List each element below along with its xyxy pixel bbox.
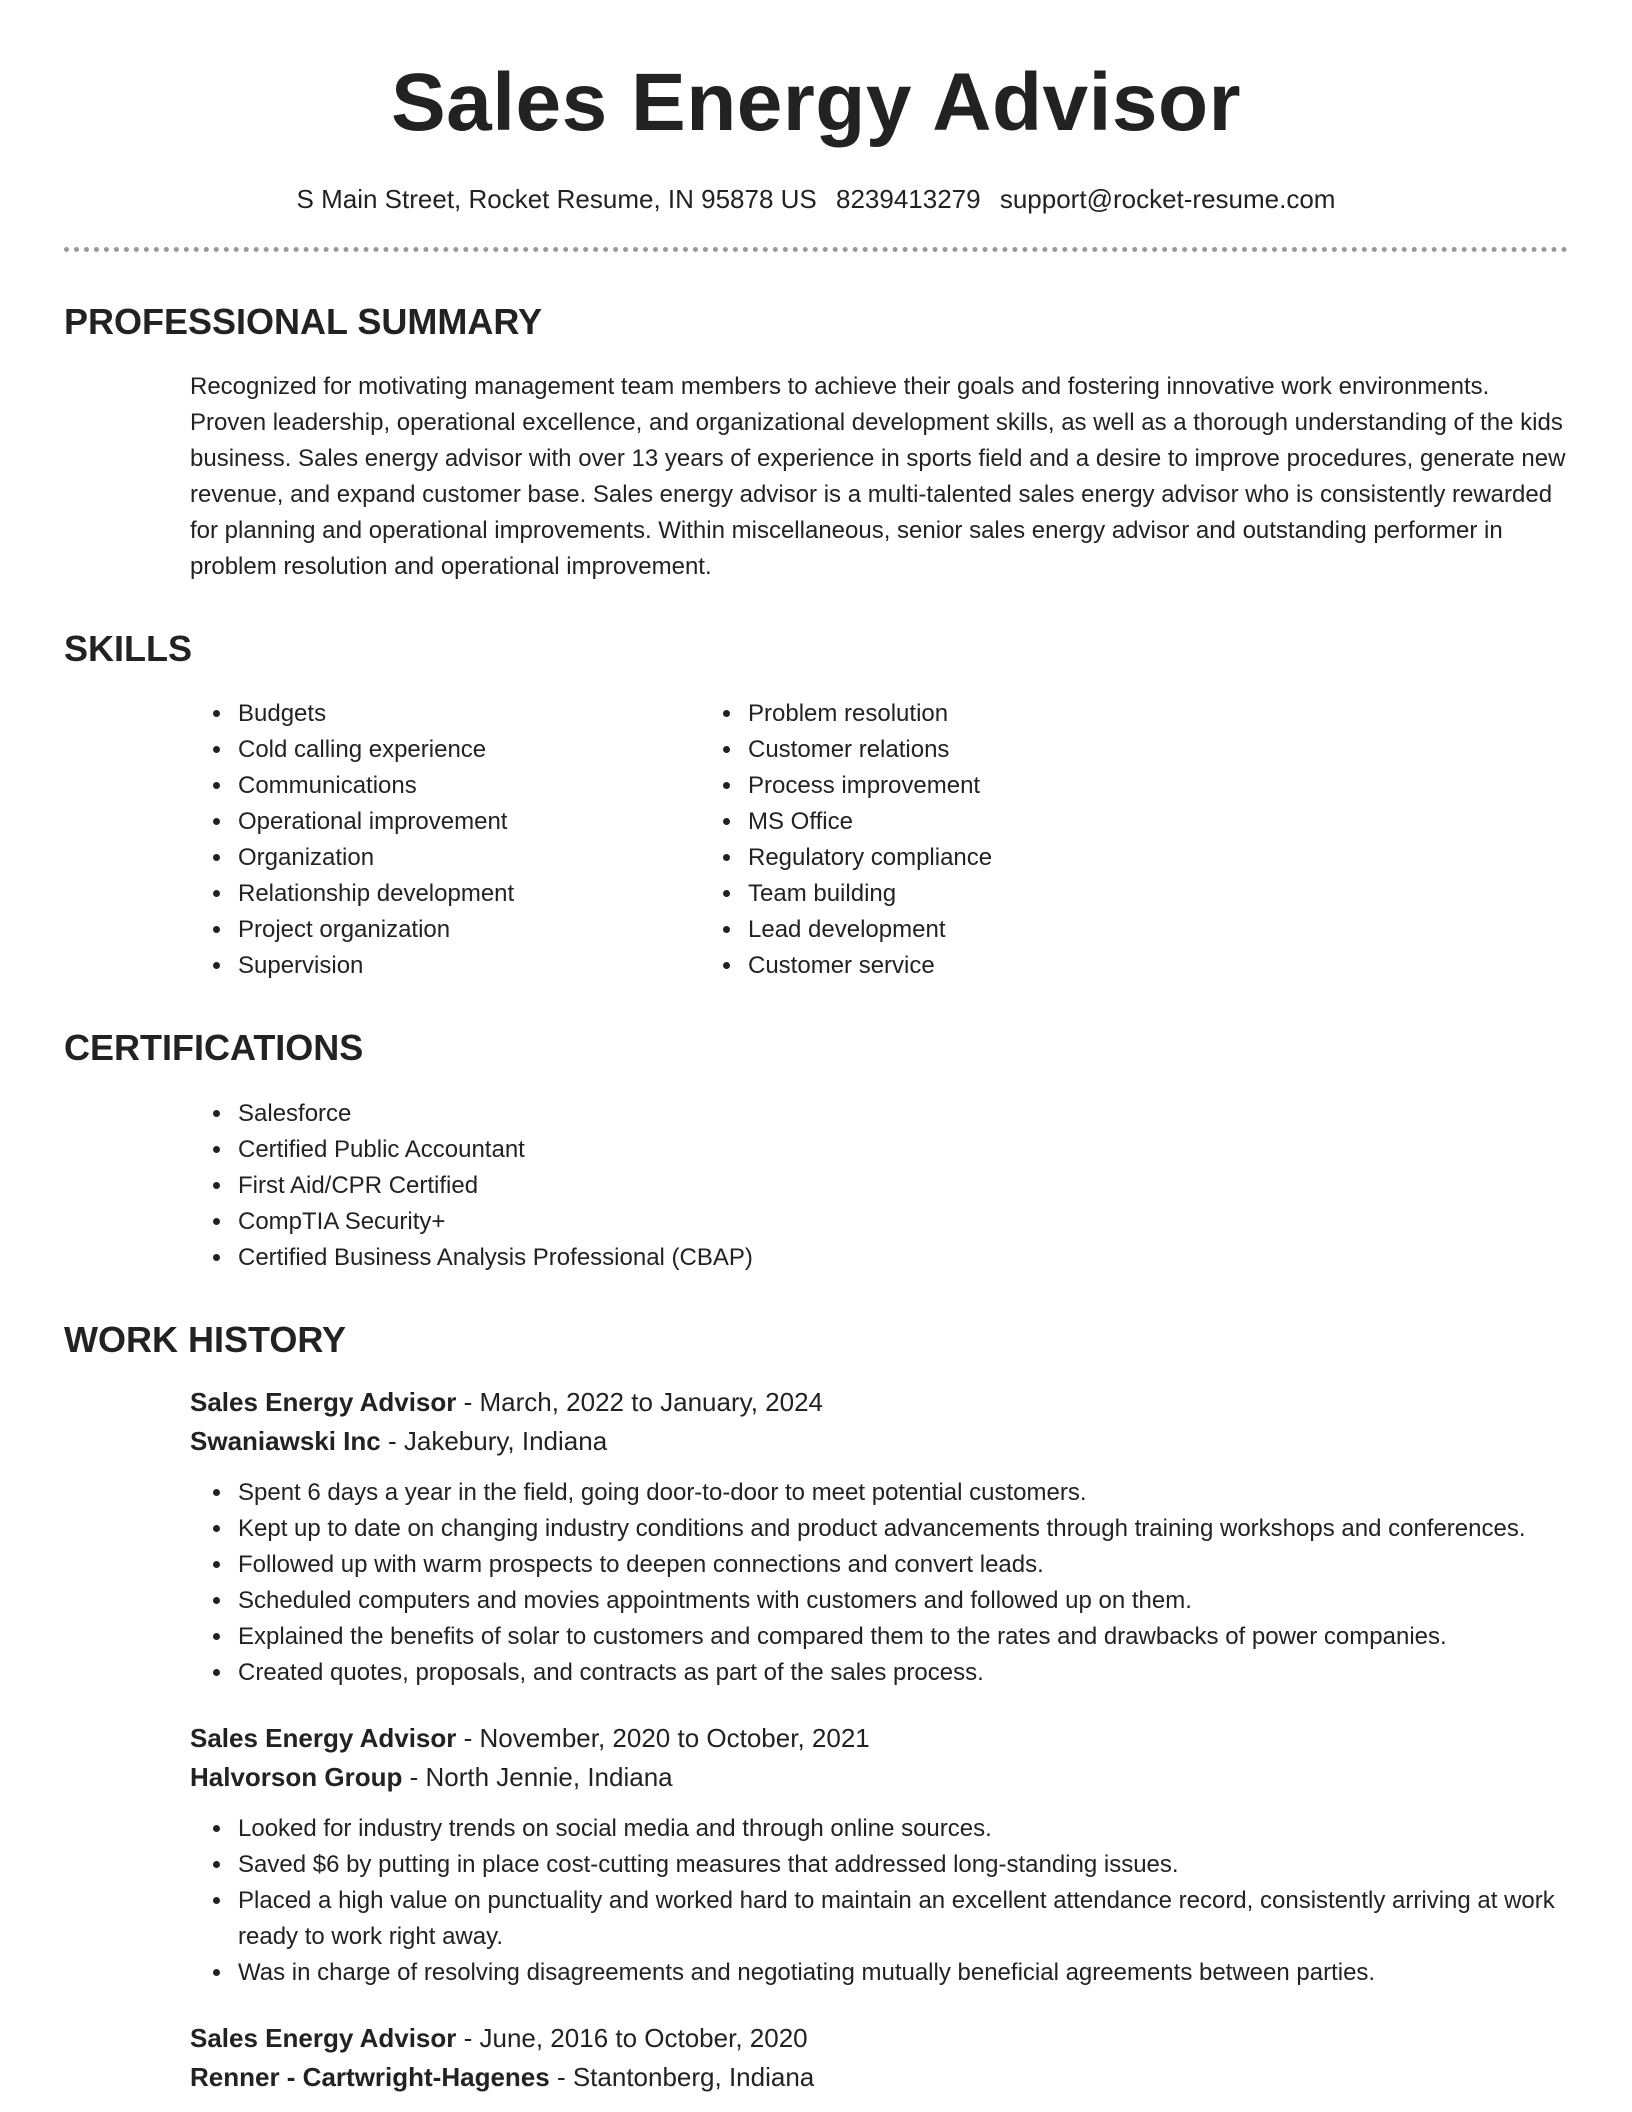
list-item: • Saved $6 by putting in place cost-cutting measures that addressed long-standing issues. xyxy=(234,1847,1568,1883)
resume-name: Sales Energy Advisor xyxy=(390,57,1242,148)
job-company-line xyxy=(190,2058,1568,2097)
work-history-heading: WORK HISTORY xyxy=(64,1318,347,1360)
contact-phone: 8239413279 xyxy=(836,184,981,214)
summary-heading: PROFESSIONAL SUMMARY xyxy=(64,301,543,342)
list-item: • Certified Public Accountant xyxy=(234,1132,1568,1168)
list-item: • Customer service xyxy=(744,948,992,984)
list-item: • Problem resolution xyxy=(744,696,992,732)
contact-email: support@rocket-resume.com xyxy=(999,184,1336,214)
list-item: • MS Office xyxy=(744,804,992,840)
job-company-line xyxy=(190,1758,1568,1797)
list-item: • Scheduled computers and movies appointments with customers and followed up on them. xyxy=(234,1583,1568,1619)
list-item: • CompTIA Security+ xyxy=(234,1204,1568,1240)
list-item: • Customer relations xyxy=(744,732,992,768)
job-company-line xyxy=(190,1422,1568,1461)
list-item: • Process improvement xyxy=(744,768,992,804)
list-item: • First Aid/CPR Certified xyxy=(234,1168,1568,1204)
skills-list-left xyxy=(64,696,744,984)
job-bullets xyxy=(64,1811,1568,1991)
list-item: • Kept up to date on changing industry conditions and product advancements through training workshops and conferences. xyxy=(234,1511,1568,1547)
list-item: • Relationship development xyxy=(234,876,744,912)
job-dates: - March, 2022 to January, 2024 xyxy=(456,1386,823,1417)
job-title-line xyxy=(190,1719,1568,1758)
list-item: • Explained the benefits of solar to customers and compared them to the rates and drawbacks of power companies. xyxy=(234,1619,1568,1655)
job-company: Renner - Cartwright-Hagenes xyxy=(190,2061,550,2092)
list-item: • Spent 6 days a year in the field, going door-to-door to meet potential customers. xyxy=(234,1475,1568,1511)
job-company: Halvorson Group xyxy=(190,1761,403,1792)
certifications-list xyxy=(64,1096,1568,1276)
summary-section xyxy=(64,300,1568,585)
list-item: • Communications xyxy=(234,768,744,804)
certifications-section xyxy=(64,1026,1568,1275)
list-item: • Regulatory compliance xyxy=(744,840,992,876)
list-item: • Operational improvement xyxy=(234,804,744,840)
list-item: • Project organization xyxy=(234,912,744,948)
jobs-container xyxy=(64,1383,1568,2097)
job-location: - Stantonberg, Indiana xyxy=(549,2061,815,2092)
job-title-line xyxy=(190,2019,1568,2058)
contact-address: S Main Street, Rocket Resume, IN 95878 US xyxy=(296,184,817,214)
job-company: Swaniawski Inc xyxy=(190,1425,381,1456)
job-entry xyxy=(64,1383,1568,1691)
skills-columns xyxy=(64,696,1568,984)
work-history-section xyxy=(64,1318,1568,2097)
list-item: • Certified Business Analysis Professional (CBAP) xyxy=(234,1240,1568,1276)
job-title-line xyxy=(190,1383,1568,1422)
job-bullets xyxy=(64,1475,1568,1691)
job-role: Sales Energy Advisor xyxy=(190,2022,457,2053)
job-dates: - November, 2020 to October, 2021 xyxy=(456,1722,870,1753)
list-item: • Budgets xyxy=(234,696,744,732)
list-item: • Was in charge of resolving disagreements and negotiating mutually beneficial agreements between parties. xyxy=(234,1955,1568,1991)
list-item: • Followed up with warm prospects to deepen connections and convert leads. xyxy=(234,1547,1568,1583)
summary-text: Recognized for motivating management team members to achieve their goals and fostering innovative work environments. Proven leadership, operational excellence, and organizational development skills, as well as a thorough understanding of the kids business. Sales energy advisor with over 13 years of experience in sports field and a desire to improve procedures, generate new revenue, and expand customer base. Sales energy advisor is a multi-talented sales energy advisor who is consistently rewarded for planning and operational improvements. Within miscellaneous, senior sales energy advisor and outstanding performer in problem resolution and operational improvement. xyxy=(190,373,1566,581)
skills-list-right xyxy=(744,696,992,984)
job-role: Sales Energy Advisor xyxy=(190,1386,457,1417)
list-item: • Organization xyxy=(234,840,744,876)
job-entry xyxy=(64,1719,1568,1991)
list-item: • Cold calling experience xyxy=(234,732,744,768)
job-role: Sales Energy Advisor xyxy=(190,1722,457,1753)
header-divider xyxy=(64,247,1568,252)
job-dates: - June, 2016 to October, 2020 xyxy=(456,2022,808,2053)
certifications-heading: CERTIFICATIONS xyxy=(64,1027,364,1069)
job-location: - Jakebury, Indiana xyxy=(380,1425,608,1456)
list-item: • Salesforce xyxy=(234,1096,1568,1132)
list-item: • Created quotes, proposals, and contracts as part of the sales process. xyxy=(234,1655,1568,1691)
job-entry xyxy=(64,2019,1568,2097)
list-item: • Lead development xyxy=(744,912,992,948)
list-item: • Supervision xyxy=(234,948,744,984)
job-location: - North Jennie, Indiana xyxy=(402,1761,673,1792)
skills-heading: SKILLS xyxy=(64,628,193,670)
skills-section xyxy=(64,627,1568,984)
list-item: • Looked for industry trends on social media and through online sources. xyxy=(234,1811,1568,1847)
list-item: • Placed a high value on punctuality and worked hard to maintain an excellent attendance record, consistently arriving at work ready to work right away. xyxy=(234,1883,1568,1955)
contact-line xyxy=(64,184,1568,215)
list-item: • Team building xyxy=(744,876,992,912)
